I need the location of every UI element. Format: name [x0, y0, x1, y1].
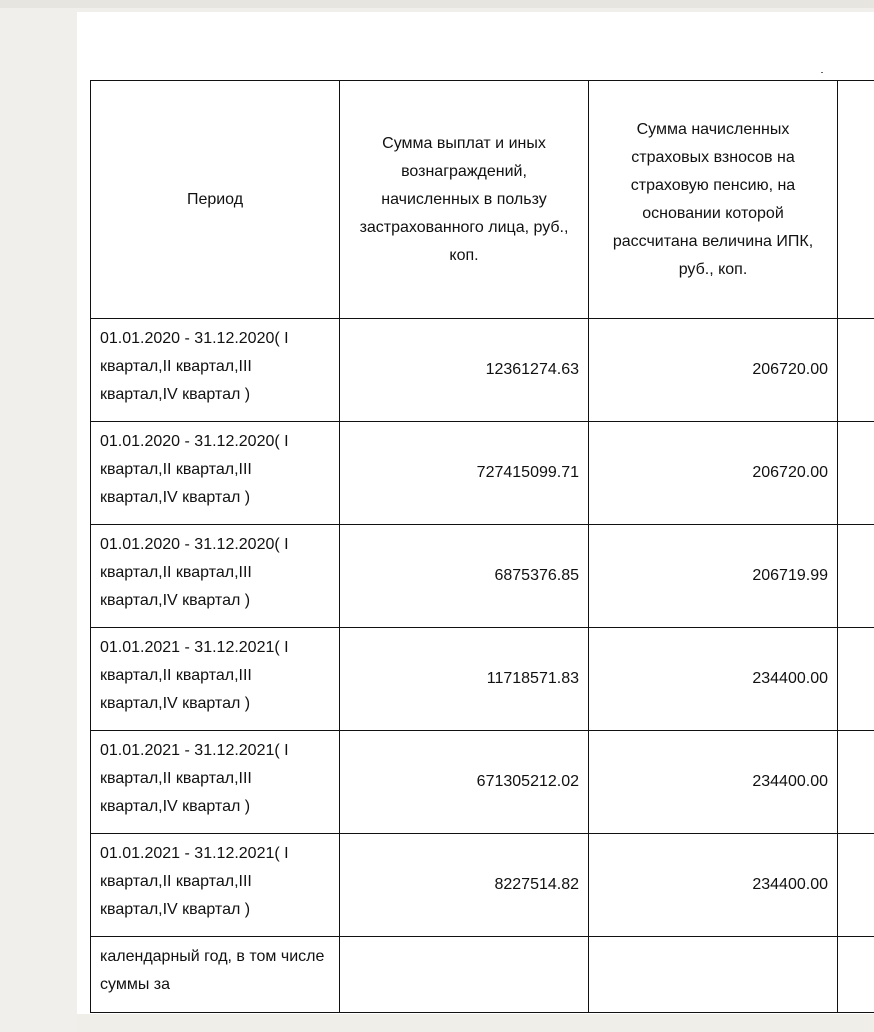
row-contributions: 206720.00 [589, 319, 838, 422]
row-contributions: 206719.99 [589, 525, 838, 628]
row-period: календарный год, в том числе суммы за [91, 937, 340, 1013]
table-row [91, 319, 874, 422]
row-contributions: 234400.00 [589, 628, 838, 731]
row-col4 [838, 834, 874, 937]
row-period: 01.01.2020 - 31.12.2020( I квартал,II квартал,III квартал,IV квартал ) [91, 525, 340, 628]
table-row [91, 628, 874, 731]
row-payments: 727415099.71 [340, 422, 589, 525]
scan-dot [821, 72, 823, 73]
row-period: 01.01.2021 - 31.12.2021( I квартал,II квартал,III квартал,IV квартал ) [91, 731, 340, 834]
header-col4 [838, 81, 874, 319]
row-period: 01.01.2021 - 31.12.2021( I квартал,II квартал,III квартал,IV квартал ) [91, 834, 340, 937]
row-payments: 12361274.63 [340, 319, 589, 422]
table-row [91, 422, 874, 525]
row-period: 01.01.2021 - 31.12.2021( I квартал,II квартал,III квартал,IV квартал ) [91, 628, 340, 731]
row-payments [340, 937, 589, 1013]
row-period: 01.01.2020 - 31.12.2020( I квартал,II квартал,III квартал,IV квартал ) [91, 319, 340, 422]
row-contributions: 234400.00 [589, 834, 838, 937]
row-col4 [838, 319, 874, 422]
table-row-last [91, 937, 874, 1013]
row-period: 01.01.2020 - 31.12.2020( I квартал,II квартал,III квартал,IV квартал ) [91, 422, 340, 525]
row-contributions [589, 937, 838, 1013]
row-payments: 671305212.02 [340, 731, 589, 834]
row-col4 [838, 525, 874, 628]
row-contributions: 234400.00 [589, 731, 838, 834]
table-row [91, 731, 874, 834]
header-payments: Сумма выплат и иных вознаграждений, начисленных в пользу застрахованного лица, руб., коп. [340, 81, 589, 319]
table-row [91, 834, 874, 937]
header-contributions: Сумма начисленных страховых взносов на страховую пенсию, на основании которой рассчитана величина ИПК, руб., коп. [589, 81, 838, 319]
row-payments: 8227514.82 [340, 834, 589, 937]
page-gap [77, 1014, 874, 1032]
row-col4 [838, 937, 874, 1013]
row-contributions: 206720.00 [589, 422, 838, 525]
row-col4 [838, 422, 874, 525]
row-payments: 11718571.83 [340, 628, 589, 731]
table-row [91, 525, 874, 628]
header-row [91, 81, 874, 319]
header-period: Период [91, 81, 340, 319]
row-payments: 6875376.85 [340, 525, 589, 628]
row-col4 [838, 731, 874, 834]
row-col4 [838, 628, 874, 731]
viewer-top-strip [0, 0, 874, 8]
pension-contributions-table [90, 80, 874, 1013]
